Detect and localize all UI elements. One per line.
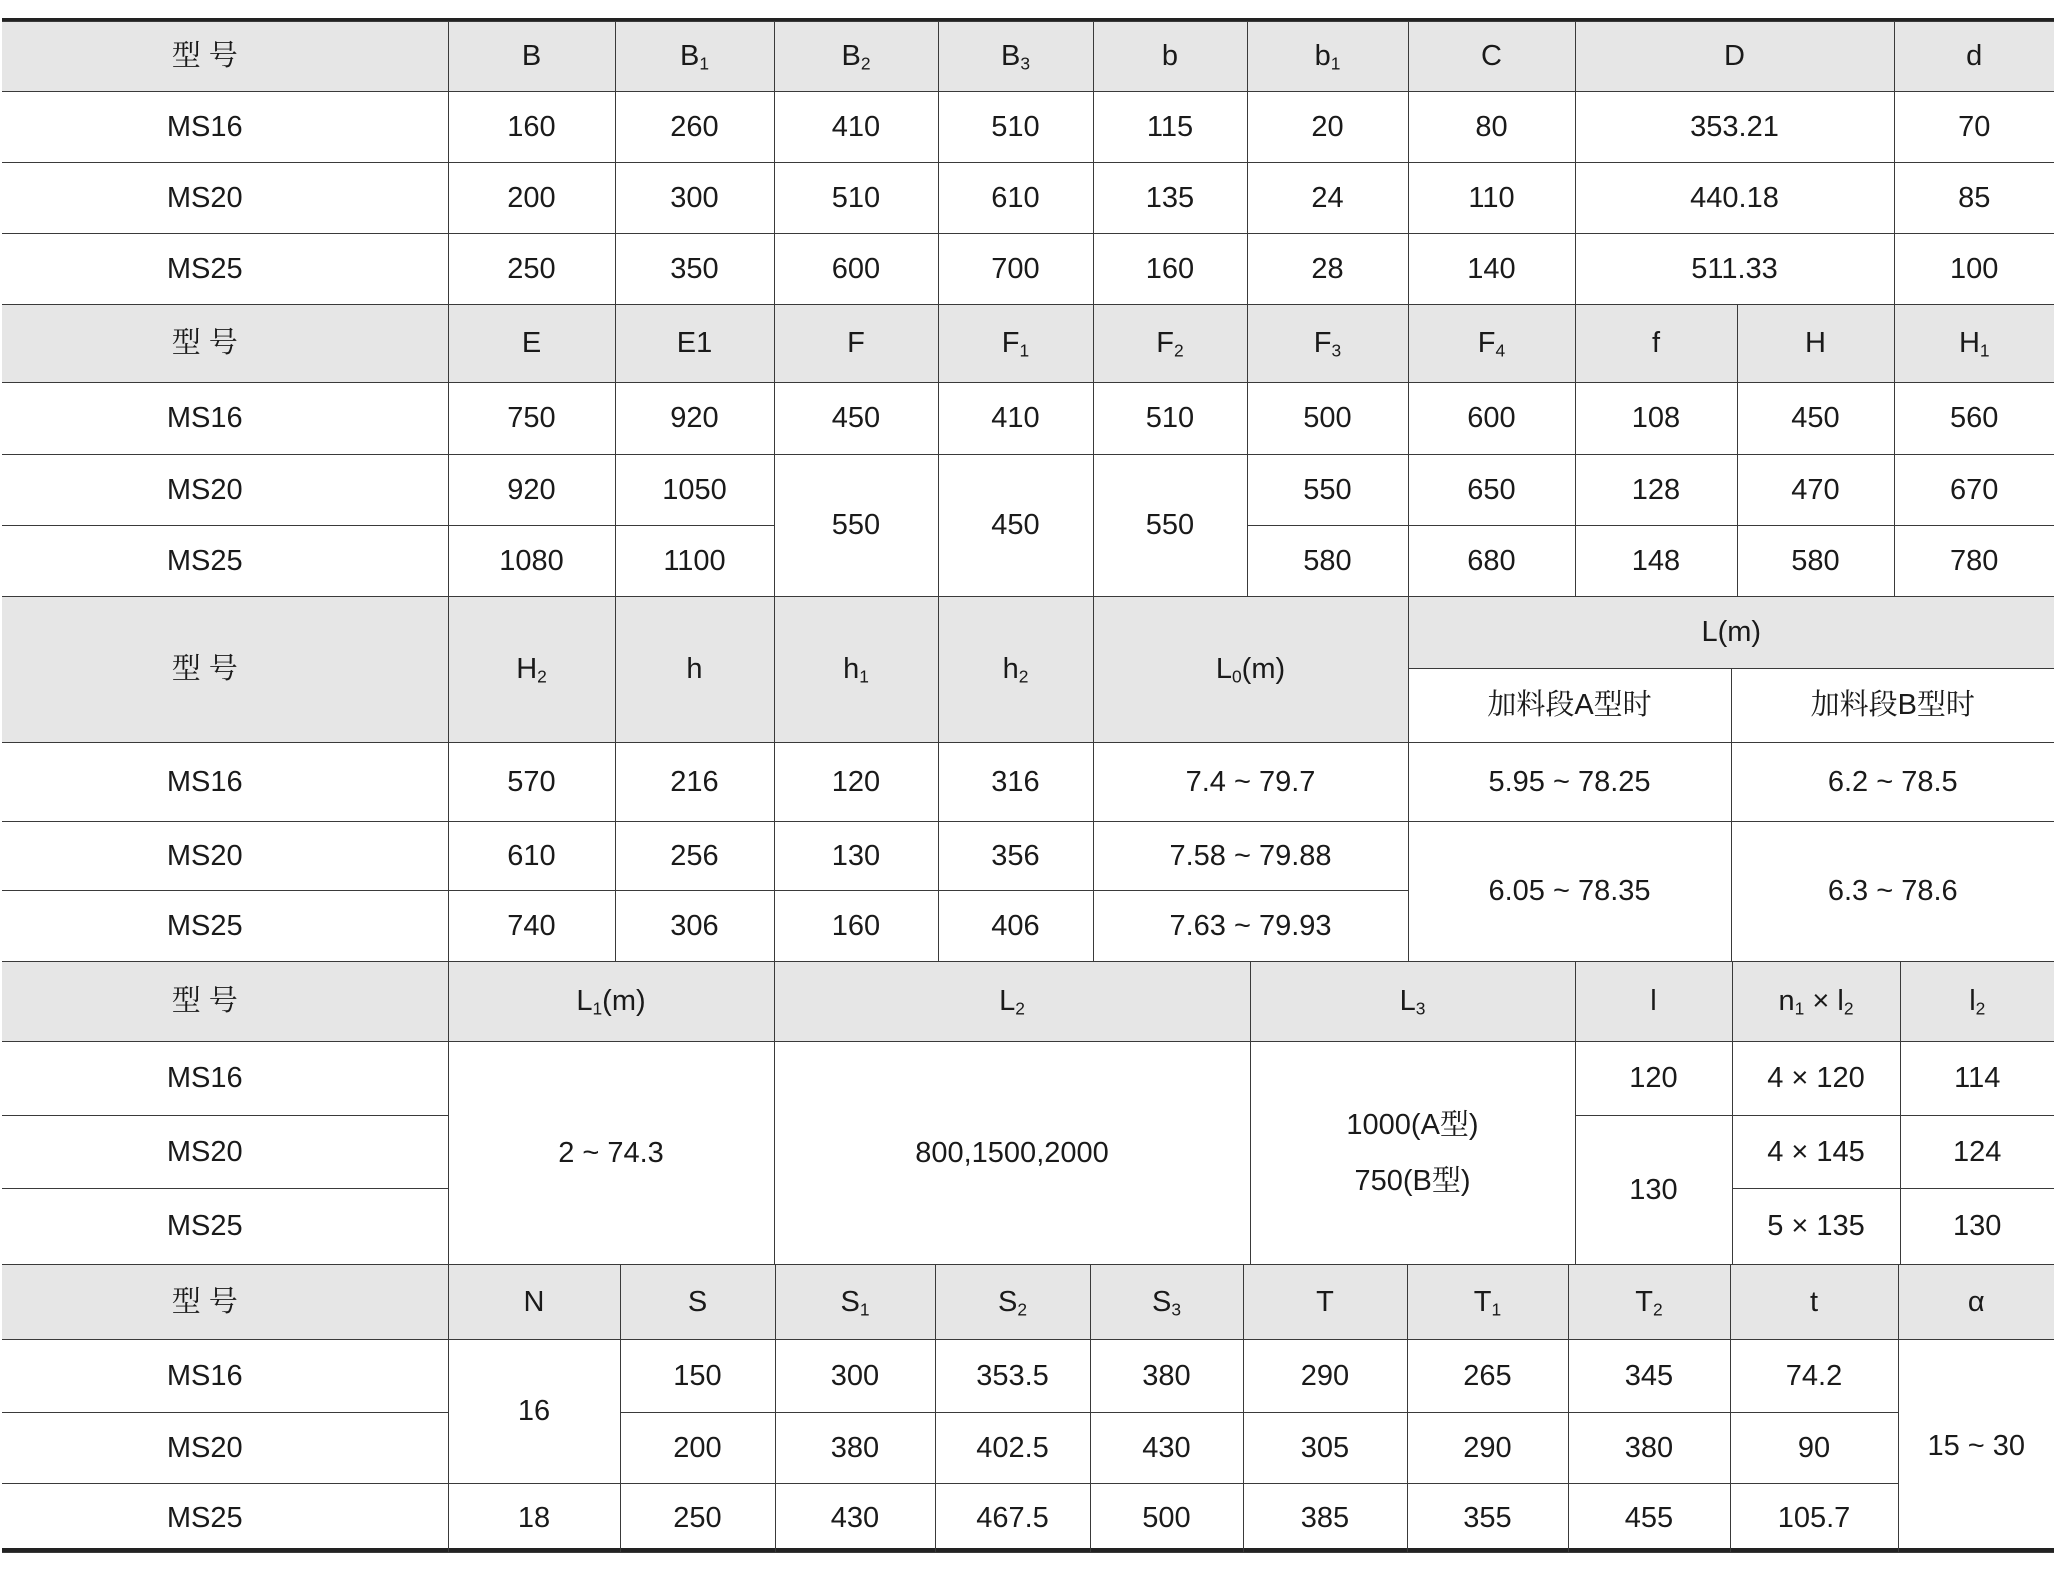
value-cell: 7.4 ~ 79.7 — [1093, 743, 1408, 822]
col-header: $F_3$ — [1247, 305, 1408, 383]
value-cell: 740 — [448, 891, 615, 962]
value-cell: 105.7 — [1730, 1484, 1898, 1553]
value-cell: 90 — [1730, 1413, 1898, 1484]
header-row — [2, 22, 2054, 92]
merged-cell: 6.05 ~ 78.35 — [1408, 822, 1731, 962]
value-cell: 353.21 — [1575, 92, 1894, 163]
table-row — [2, 1340, 2054, 1413]
value-cell: 100 — [1894, 234, 2054, 305]
value-cell: 680 — [1408, 526, 1575, 597]
value-cell: 570 — [448, 743, 615, 822]
col-header: $B_1$ — [615, 22, 774, 92]
value-cell: 450 — [774, 383, 938, 455]
col-header: L(m) — [1408, 597, 2054, 669]
value-cell: 1100 — [615, 526, 774, 597]
model-cell: MS20 — [2, 163, 448, 234]
col-header: $F_1$ — [938, 305, 1093, 383]
header-row — [2, 1265, 2054, 1340]
col-header: B — [448, 22, 615, 92]
value-cell: 74.2 — [1730, 1340, 1898, 1413]
value-cell: 160 — [1093, 234, 1247, 305]
col-header: $l_2$ — [1900, 962, 2054, 1042]
col-header: $H_1$ — [1894, 305, 2054, 383]
value-cell: 148 — [1575, 526, 1737, 597]
value-cell: 500 — [1247, 383, 1408, 455]
value-cell: 550 — [1247, 455, 1408, 526]
table-row — [2, 822, 2054, 891]
merged-cell — [1250, 1042, 1575, 1265]
col-header: $b_1$ — [1247, 22, 1408, 92]
value-cell: 28 — [1247, 234, 1408, 305]
col-header: $B_3$ — [938, 22, 1093, 92]
table-row — [2, 455, 2054, 526]
value-cell: 18 — [448, 1484, 620, 1553]
model-cell: MS20 — [2, 455, 448, 526]
value-cell: 356 — [938, 822, 1093, 891]
value-cell: 306 — [615, 891, 774, 962]
value-cell: 1050 — [615, 455, 774, 526]
model-header: 型 号 — [2, 305, 448, 383]
value-cell: 5 × 135 — [1732, 1189, 1900, 1265]
l3-line-b: 750(B型) — [1354, 1165, 1471, 1197]
value-cell: 345 — [1568, 1340, 1730, 1413]
model-cell: MS25 — [2, 891, 448, 962]
table-row — [2, 1413, 2054, 1484]
merged-cell: 130 — [1575, 1116, 1732, 1265]
table-row — [2, 743, 2054, 822]
col-header: F — [774, 305, 938, 383]
value-cell: 305 — [1243, 1413, 1407, 1484]
value-cell: 670 — [1894, 455, 2054, 526]
value-cell: 406 — [938, 891, 1093, 962]
col-header: H — [1737, 305, 1894, 383]
col-header: $h_1$ — [774, 597, 938, 743]
value-cell: 115 — [1093, 92, 1247, 163]
value-cell: 610 — [938, 163, 1093, 234]
value-cell: 108 — [1575, 383, 1737, 455]
value-cell: 580 — [1247, 526, 1408, 597]
merged-cell: 15 ~ 30 — [1898, 1340, 2054, 1553]
value-cell: 200 — [620, 1413, 775, 1484]
value-cell: 260 — [615, 92, 774, 163]
value-cell: 1080 — [448, 526, 615, 597]
model-cell: MS16 — [2, 1042, 448, 1116]
col-header: E1 — [615, 305, 774, 383]
col-header: $h_2$ — [938, 597, 1093, 743]
value-cell: 430 — [1090, 1413, 1243, 1484]
value-cell: 510 — [774, 163, 938, 234]
model-cell: MS20 — [2, 822, 448, 891]
col-header: f — [1575, 305, 1737, 383]
model-cell: MS25 — [2, 1189, 448, 1265]
value-cell: 290 — [1407, 1413, 1568, 1484]
value-cell: 316 — [938, 743, 1093, 822]
col-header: $S_2$ — [935, 1265, 1090, 1340]
value-cell: 920 — [615, 383, 774, 455]
col-header: E — [448, 305, 615, 383]
table-5 — [2, 1264, 2054, 1553]
value-cell: 24 — [1247, 163, 1408, 234]
value-cell: 510 — [1093, 383, 1247, 455]
table-row — [2, 234, 2054, 305]
value-cell: 380 — [1568, 1413, 1730, 1484]
col-header: $T_1$ — [1407, 1265, 1568, 1340]
value-cell: 160 — [774, 891, 938, 962]
value-cell: 700 — [938, 234, 1093, 305]
merged-cell: 450 — [938, 455, 1093, 597]
col-header: $L_3$ — [1250, 962, 1575, 1042]
model-cell: MS16 — [2, 743, 448, 822]
col-header: D — [1575, 22, 1894, 92]
value-cell: 120 — [774, 743, 938, 822]
col-header: $B_2$ — [774, 22, 938, 92]
value-cell: 70 — [1894, 92, 2054, 163]
value-cell: 5.95 ~ 78.25 — [1408, 743, 1731, 822]
model-cell: MS25 — [2, 234, 448, 305]
table-row — [2, 92, 2054, 163]
table-row — [2, 383, 2054, 455]
col-header: T — [1243, 1265, 1407, 1340]
col-header: d — [1894, 22, 2054, 92]
table-1 — [2, 21, 2054, 305]
model-cell: MS25 — [2, 526, 448, 597]
table-row — [2, 163, 2054, 234]
value-cell: 650 — [1408, 455, 1575, 526]
value-cell: 355 — [1407, 1484, 1568, 1553]
value-cell: 20 — [1247, 92, 1408, 163]
value-cell: 6.2 ~ 78.5 — [1731, 743, 2054, 822]
merged-cell: 2 ~ 74.3 — [448, 1042, 774, 1265]
header-row — [2, 597, 2054, 669]
value-cell: 580 — [1737, 526, 1894, 597]
value-cell: 353.5 — [935, 1340, 1090, 1413]
value-cell: 350 — [615, 234, 774, 305]
merged-cell: 800,1500,2000 — [774, 1042, 1250, 1265]
col-header: $F_4$ — [1408, 305, 1575, 383]
table-3 — [2, 596, 2054, 962]
table-2 — [2, 304, 2054, 597]
col-header: C — [1408, 22, 1575, 92]
value-cell: 560 — [1894, 383, 2054, 455]
model-header: 型 号 — [2, 597, 448, 743]
value-cell: 380 — [1090, 1340, 1243, 1413]
col-header: $L_2$ — [774, 962, 1250, 1042]
value-cell: 7.58 ~ 79.88 — [1093, 822, 1408, 891]
col-header: $S_1$ — [775, 1265, 935, 1340]
model-cell: MS20 — [2, 1413, 448, 1484]
merged-cell: 6.3 ~ 78.6 — [1731, 822, 2054, 962]
value-cell: 128 — [1575, 455, 1737, 526]
model-cell: MS16 — [2, 92, 448, 163]
value-cell: 140 — [1408, 234, 1575, 305]
col-header: $H_2$ — [448, 597, 615, 743]
value-cell: 455 — [1568, 1484, 1730, 1553]
value-cell: 500 — [1090, 1484, 1243, 1553]
col-header: N — [448, 1265, 620, 1340]
value-cell: 440.18 — [1575, 163, 1894, 234]
value-cell: 410 — [774, 92, 938, 163]
value-cell: 780 — [1894, 526, 2054, 597]
col-header: h — [615, 597, 774, 743]
value-cell: 300 — [615, 163, 774, 234]
value-cell: 470 — [1737, 455, 1894, 526]
table-row — [2, 1484, 2054, 1553]
merged-cell: 550 — [1093, 455, 1247, 597]
model-cell: MS16 — [2, 1340, 448, 1413]
value-cell: 290 — [1243, 1340, 1407, 1413]
value-cell: 402.5 — [935, 1413, 1090, 1484]
value-cell: 150 — [620, 1340, 775, 1413]
col-header: l — [1575, 962, 1732, 1042]
value-cell: 920 — [448, 455, 615, 526]
col-header: b — [1093, 22, 1247, 92]
table-row — [2, 1042, 2054, 1116]
sub-header-a: 加料段A型时 — [1408, 669, 1731, 743]
value-cell: 600 — [1408, 383, 1575, 455]
sub-header-b: 加料段B型时 — [1731, 669, 2054, 743]
model-cell: MS16 — [2, 383, 448, 455]
value-cell: 160 — [448, 92, 615, 163]
col-header: t — [1730, 1265, 1898, 1340]
value-cell: 135 — [1093, 163, 1247, 234]
value-cell: 120 — [1575, 1042, 1732, 1116]
value-cell: 750 — [448, 383, 615, 455]
col-header: α — [1898, 1265, 2054, 1340]
value-cell: 80 — [1408, 92, 1575, 163]
col-header: S — [620, 1265, 775, 1340]
col-header: $F_2$ — [1093, 305, 1247, 383]
model-header: 型 号 — [2, 22, 448, 92]
value-cell: 430 — [775, 1484, 935, 1553]
value-cell: 7.63 ~ 79.93 — [1093, 891, 1408, 962]
merged-cell: 550 — [774, 455, 938, 597]
value-cell: 511.33 — [1575, 234, 1894, 305]
model-cell: MS25 — [2, 1484, 448, 1553]
col-header: $n_1 \times l_2$ — [1732, 962, 1900, 1042]
value-cell: 200 — [448, 163, 615, 234]
col-header: $L_1(m)$ — [448, 962, 774, 1042]
merged-cell: 16 — [448, 1340, 620, 1484]
value-cell: 130 — [1900, 1189, 2054, 1265]
model-cell: MS20 — [2, 1116, 448, 1189]
value-cell: 130 — [774, 822, 938, 891]
value-cell: 4 × 145 — [1732, 1116, 1900, 1189]
value-cell: 385 — [1243, 1484, 1407, 1553]
model-header: 型 号 — [2, 962, 448, 1042]
col-header: $L_0(m)$ — [1093, 597, 1408, 743]
header-row — [2, 962, 2054, 1042]
value-cell: 380 — [775, 1413, 935, 1484]
value-cell: 256 — [615, 822, 774, 891]
l3-line-a: 1000(A型) — [1346, 1108, 1479, 1141]
header-row — [2, 305, 2054, 383]
value-cell: 250 — [448, 234, 615, 305]
table-4 — [2, 961, 2054, 1265]
value-cell: 610 — [448, 822, 615, 891]
value-cell: 450 — [1737, 383, 1894, 455]
value-cell: 124 — [1900, 1116, 2054, 1189]
value-cell: 410 — [938, 383, 1093, 455]
value-cell: 300 — [775, 1340, 935, 1413]
value-cell: 250 — [620, 1484, 775, 1553]
value-cell: 265 — [1407, 1340, 1568, 1413]
value-cell: 85 — [1894, 163, 2054, 234]
value-cell: 467.5 — [935, 1484, 1090, 1553]
col-header: $S_3$ — [1090, 1265, 1243, 1340]
value-cell: 114 — [1900, 1042, 2054, 1116]
model-header: 型 号 — [2, 1265, 448, 1340]
value-cell: 600 — [774, 234, 938, 305]
value-cell: 110 — [1408, 163, 1575, 234]
value-cell: 510 — [938, 92, 1093, 163]
col-header: $T_2$ — [1568, 1265, 1730, 1340]
value-cell: 4 × 120 — [1732, 1042, 1900, 1116]
value-cell: 216 — [615, 743, 774, 822]
